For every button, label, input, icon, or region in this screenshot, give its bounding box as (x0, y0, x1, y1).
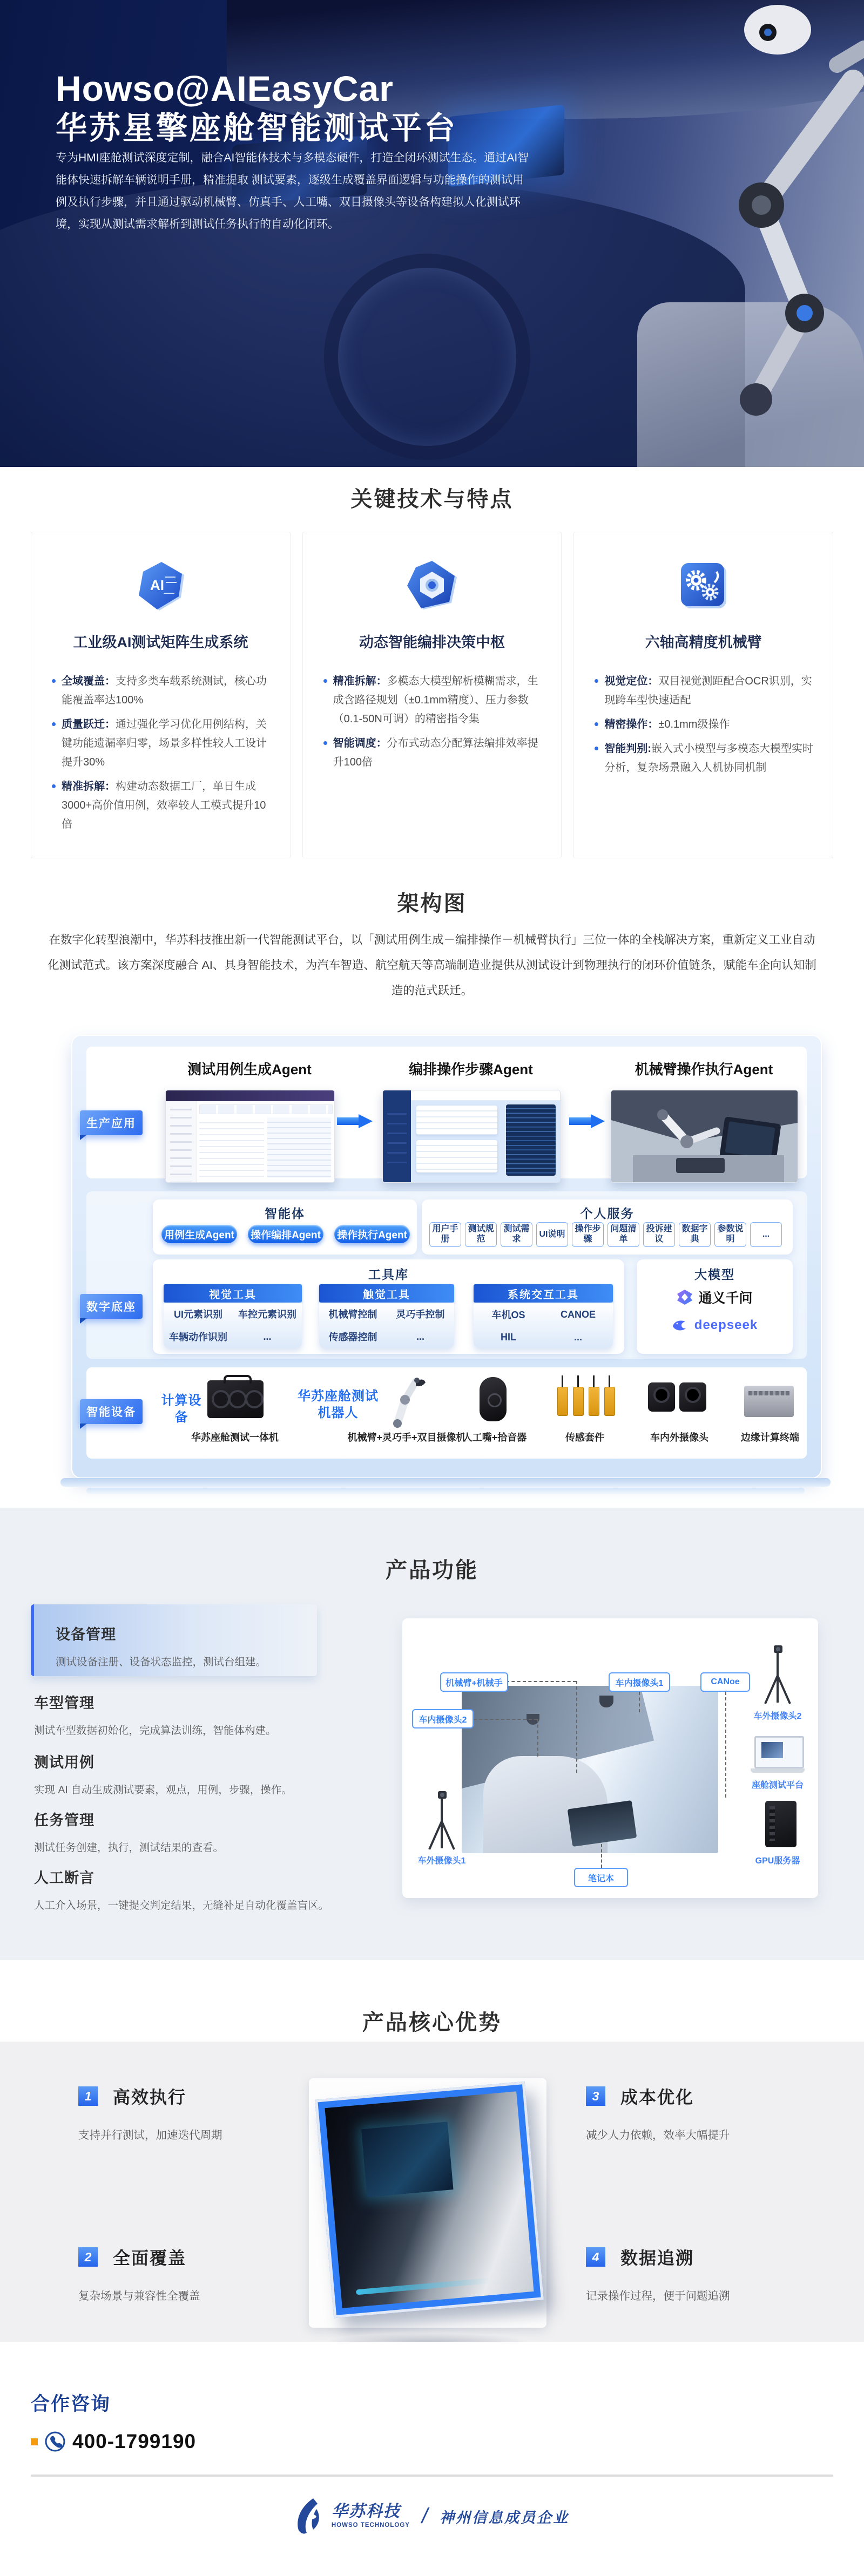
gears-square-icon (592, 557, 814, 616)
feature-bullet-list (321, 672, 543, 772)
tool-library-box (153, 1259, 624, 1354)
service-chip: 测试需求 (501, 1222, 532, 1247)
flow-arrow-icon (337, 1114, 373, 1128)
label-robot-arm-hand: 机械臂+机械手 (440, 1672, 508, 1692)
advantage-number-badge: 4 (586, 2247, 605, 2267)
bullet-label: 全域覆盖： (62, 675, 116, 687)
models-box-title: 大模型 (694, 1267, 735, 1282)
tool-group-items (474, 1303, 613, 1348)
device-setup-diagram (402, 1618, 818, 1898)
bullet-text: 双目视觉测距配合OCR识别，实现跨车型快速适配 (604, 675, 812, 706)
framed-robot-photo (315, 2082, 544, 2318)
gpu-server-icon (765, 1801, 796, 1847)
compute-device-label: 计算设备 (161, 1393, 202, 1425)
howso-logo-icon (295, 2497, 323, 2535)
function-title: 测试用例 (34, 1754, 94, 1771)
tool-item: 车辆动作识别 (169, 1332, 227, 1343)
advantage-item-3 (586, 2084, 813, 2142)
tool-item: ... (573, 1331, 582, 1343)
advantage-desc: 记录操作过程，便于问题追溯 (586, 2290, 730, 2302)
architecture-section (0, 869, 864, 1508)
sensor-kit-image (557, 1387, 615, 1416)
advantage-desc: 支持并行测试，加速迭代周期 (78, 2129, 222, 2141)
footer-logo-en: HOWSO TECHNOLOGY (331, 2522, 410, 2528)
tripod-camera-icon (759, 1644, 796, 1706)
feature-card-robot-arm (573, 532, 833, 858)
testcase-agent-screenshot (165, 1090, 335, 1183)
bullet-label: 智能调度： (333, 737, 387, 749)
bullet-dot-icon (595, 679, 598, 683)
tool-group-title: 触觉工具 (319, 1284, 454, 1303)
digital-base-row (86, 1191, 807, 1359)
function-tab-manual-assertion[interactable] (34, 1866, 336, 1912)
tool-item: 车控元素识别 (238, 1309, 296, 1320)
screenshot-detail-panel (267, 1117, 331, 1178)
service-chip: 问题清单 (608, 1222, 639, 1247)
tool-library-title: 工具库 (368, 1267, 409, 1282)
device-caption: 传感套件 (565, 1432, 604, 1443)
feature-card-title: 动态智能编排决策中枢 (359, 634, 505, 650)
diagram-base-bar (60, 1478, 831, 1487)
agent-title: 测试用例生成Agent (187, 1061, 312, 1077)
connector-line (474, 1719, 537, 1720)
functions-section (0, 1508, 864, 1960)
advantages-section (0, 2042, 864, 2342)
feature-bullet (50, 672, 272, 710)
advantage-title: 成本优化 (620, 2087, 694, 2107)
feature-bullet-list (50, 672, 272, 834)
label-cockpit-test-platform: 座舱测试平台 (751, 1781, 804, 1790)
service-chip: ... (750, 1222, 782, 1247)
screenshot-filter-chips (199, 1104, 333, 1114)
advantage-title: 高效执行 (113, 2087, 187, 2107)
nut-pentagon-icon (321, 557, 543, 616)
feature-bullet (50, 777, 272, 834)
screenshot-code-panel (506, 1104, 556, 1176)
feature-bullet (321, 734, 543, 772)
bullet-text: 构建动态数据工厂，单日生成3000+高价值用例，效率较人工模式提升10倍 (62, 781, 266, 830)
orchestration-agent-screenshot (382, 1090, 561, 1183)
service-chip: UI说明 (536, 1222, 568, 1247)
functions-section-title: 产品功能 (386, 1558, 478, 1582)
advantage-number-badge: 3 (586, 2086, 605, 2106)
agent-title: 机械臂操作执行Agent (634, 1061, 773, 1077)
agent-pill: 用例生成Agent (161, 1225, 237, 1243)
feature-bullet-list (592, 672, 814, 777)
function-title: 人工断言 (34, 1870, 94, 1886)
service-chip: 数据字典 (679, 1222, 711, 1247)
tool-item: UI元素识别 (174, 1309, 222, 1320)
phone-number: 400-1799190 (72, 2430, 197, 2452)
function-title: 设备管理 (56, 1626, 116, 1643)
features-section-title: 关键技术与特点 (350, 487, 514, 511)
hero-title-en: Howso@AIEasyCar (56, 69, 394, 109)
bullet-dot-icon (52, 722, 56, 726)
label-laptop: 笔记本 (574, 1868, 628, 1887)
camera-pair-image (648, 1382, 706, 1412)
tripod-camera-icon (423, 1790, 461, 1852)
robot-arm-illustration (583, 0, 864, 467)
hero-title-cn: 华苏星擎座舱智能测试平台 (56, 111, 458, 146)
function-tab-device-management[interactable] (31, 1604, 317, 1676)
bullet-label: 智能判别: (604, 743, 652, 755)
connector-line (506, 1681, 576, 1682)
tool-item: 灵巧手控制 (396, 1309, 445, 1320)
row-label-production: 生产应用 (80, 1110, 143, 1135)
screenshot-card (416, 1106, 497, 1135)
bullet-text: 支持多类车载系统测试，核心功能覆盖率达100% (62, 675, 267, 706)
advantage-item-2 (78, 2245, 305, 2303)
service-chip: 操作步骤 (572, 1222, 604, 1247)
phone-link[interactable] (31, 2430, 196, 2453)
cockpit-test-unit-image (207, 1373, 264, 1418)
bullet-dot-icon (52, 784, 56, 788)
function-title: 车型管理 (34, 1695, 94, 1711)
robot-arm-device-image (387, 1370, 428, 1431)
architecture-description: 在数字化转型浪潮中，华苏科技推出新一代智能测试平台，以「测试用例生成－编排操作－机械臂执行」三位一体的全栈解决方案，重新定义工业自动化测试范式。该方案深度融合 AI、具身智能技术，为汽车智造、航空航天等高端制造业提供从测试设计到物理执行的闭环价值链条，赋能车企向认知制造的范式跃迁。 (48, 933, 816, 997)
feature-bullet (592, 715, 814, 734)
advantage-title: 数据追溯 (620, 2248, 694, 2268)
label-exterior-camera-2: 车外摄像头2 (753, 1712, 802, 1721)
function-tab-task-management[interactable] (34, 1808, 336, 1854)
advantage-desc: 减少人力依赖，效率大幅提升 (586, 2129, 730, 2141)
footer-divider (31, 2475, 833, 2477)
hero-description: 专为HMI座舱测试深度定制，融合AI智能体技术与多模态硬件，打造全闭环测试生态。通过AI智能体快速拆解车辆说明手册，精准提取 测试要素，逐级生成覆盖界面逻辑与功能操作的测试用例及执行步骤，并且通过驱动机械臂、仿真手、人工嘴、双目摄像头等设备构建拟人化测试环境，实现从测试需求解析到测试任务执行的自动化闭环。 (56, 152, 529, 231)
production-apps-row (86, 1047, 807, 1178)
feature-bullet (592, 740, 814, 777)
feature-bullet (592, 672, 814, 710)
screenshot-header-bar (166, 1090, 334, 1101)
service-chip: 测试规范 (465, 1222, 497, 1247)
feature-card-orchestration (302, 532, 562, 858)
robot-device-label: 华苏座舱测试机器人 (298, 1389, 379, 1420)
screenshot-card (416, 1140, 497, 1172)
function-desc: 测试车型数据初始化，完成算法训练，智能体构建。 (34, 1725, 276, 1737)
connector-line (537, 1719, 538, 1757)
flow-arrow-icon (569, 1114, 605, 1128)
tool-group-system (474, 1284, 613, 1348)
artificial-mouth-image (480, 1377, 507, 1421)
advantage-item-1 (78, 2084, 305, 2142)
tool-group-title: 系统交互工具 (474, 1284, 613, 1303)
advantages-title-band (0, 1960, 864, 2042)
orange-bullet-icon (31, 2438, 38, 2445)
advantage-item-4 (586, 2245, 813, 2303)
feature-bullet (50, 715, 272, 772)
diagram-base-bar (86, 1488, 805, 1494)
connector-line (601, 1844, 602, 1868)
feature-card-title: 六轴高精度机械臂 (645, 634, 762, 650)
qwen-icon (677, 1289, 693, 1305)
deepseek-logo (637, 1318, 793, 1333)
edge-computing-image (744, 1386, 794, 1417)
hero-steering-wheel-art (324, 254, 530, 460)
architecture-section-title: 架构图 (397, 892, 467, 916)
connector-line (725, 1692, 726, 1798)
tool-group-title: 视觉工具 (164, 1284, 302, 1303)
bullet-dot-icon (595, 747, 598, 750)
features-section (0, 467, 864, 869)
tool-item: ... (263, 1331, 272, 1342)
agent-pill: 操作执行Agent (334, 1225, 410, 1243)
bullet-text: 分布式动态分配算法编排效率提升100倍 (333, 737, 538, 768)
tool-group-items (164, 1303, 302, 1348)
screenshot-sidebar (166, 1101, 197, 1182)
hero-section (0, 0, 864, 467)
advantage-title: 全面覆盖 (113, 2248, 187, 2268)
tool-item: 车机OS (491, 1310, 525, 1321)
screenshot-case-list (199, 1117, 264, 1178)
robot-arm-execution-photo (611, 1090, 798, 1183)
agents-box-title: 智能体 (265, 1206, 305, 1221)
architecture-diagram (71, 1035, 822, 1479)
footer-logo-block (0, 2497, 864, 2535)
function-desc: 测试设备注册、设备状态监控，测试台组建。 (56, 1656, 267, 1668)
car-interior-photo (462, 1686, 718, 1853)
agent-pill: 操作编排Agent (248, 1225, 323, 1243)
bullet-label: 视觉定位： (604, 675, 659, 687)
qwen-label: 通义千问 (698, 1291, 753, 1306)
bullet-dot-icon (52, 679, 56, 683)
feature-card-ai-matrix (31, 532, 291, 858)
bullet-dot-icon (323, 679, 327, 683)
agents-box (153, 1199, 417, 1255)
bullet-label: 精准拆解： (333, 675, 387, 687)
interior-camera-icon (599, 1696, 613, 1707)
deepseek-label: deepseek (694, 1318, 758, 1332)
personal-services-title: 个人服务 (580, 1206, 634, 1221)
models-box (637, 1259, 793, 1354)
label-canoe: CANoe (700, 1672, 750, 1692)
connector-line (639, 1692, 640, 1712)
screenshot-header-bar (411, 1090, 560, 1101)
advantages-section-title: 产品核心优势 (362, 2011, 502, 2035)
tool-group-vision (164, 1284, 302, 1348)
footer-logo-cn: 华苏科技 (331, 2503, 401, 2520)
feature-cards (31, 532, 833, 858)
tool-item: ... (416, 1331, 424, 1342)
function-desc: 测试任务创建，执行，测试结果的查看。 (34, 1842, 224, 1854)
function-tab-test-cases[interactable] (34, 1751, 336, 1797)
bullet-dot-icon (595, 722, 598, 726)
tool-item: CANOE (560, 1309, 596, 1320)
bullet-dot-icon (323, 741, 327, 745)
label-gpu-server: GPU服务器 (755, 1856, 800, 1866)
bullet-text: 嵌入式小模型与多模态大模型实时分析，复杂场景融入人机协同机制 (604, 743, 814, 774)
personal-services-items (429, 1222, 782, 1247)
ai-hexagon-icon (50, 557, 272, 616)
contact-section (0, 2342, 864, 2576)
tool-group-items (319, 1303, 454, 1348)
bullet-text: ±0.1mm级操作 (658, 718, 730, 730)
connector-line (576, 1681, 577, 1773)
agent-title: 编排操作步骤Agent (409, 1061, 533, 1077)
bullet-label: 精准拆解： (62, 781, 116, 792)
qwen-logo (637, 1287, 793, 1307)
label-interior-camera-2: 车内摄像头2 (412, 1709, 474, 1728)
platform-laptop-icon (754, 1736, 805, 1773)
bullet-label: 质量跃迁： (62, 718, 116, 730)
device-caption: 车内外摄像头 (650, 1432, 708, 1443)
row-label-smart-devices: 智能设备 (80, 1399, 143, 1424)
function-title: 任务管理 (34, 1812, 94, 1828)
device-caption: 华苏座舱测试一体机 (191, 1432, 279, 1443)
function-tab-vehicle-management[interactable] (34, 1691, 336, 1737)
service-chip: 用户手册 (429, 1222, 461, 1247)
svg-text:AI: AI (150, 577, 165, 593)
smart-devices-row (86, 1367, 807, 1459)
tool-item: 机械臂控制 (328, 1309, 377, 1320)
advantage-number-badge: 2 (78, 2247, 98, 2267)
bullet-text: 多模态大模型解析模糊需求，生成含路径规划（±0.1mm精度）、压力参数（0.1-50N可调）的精密指令集 (333, 675, 538, 725)
row-label-digital-base: 数字底座 (80, 1294, 143, 1319)
footer-affiliation: 神州信息成员企业 (440, 2509, 570, 2526)
service-chip: 参数说明 (714, 1222, 746, 1247)
screenshot-sidebar (383, 1090, 411, 1182)
label-exterior-camera-1: 车外摄像头1 (417, 1856, 466, 1866)
tool-item: 传感器控制 (328, 1332, 377, 1343)
footer-slash: / (421, 2504, 428, 2528)
feature-bullet (321, 672, 543, 729)
tool-item: HIL (501, 1331, 516, 1343)
device-caption: 机械臂+灵巧手+双目摄像机 (347, 1432, 466, 1443)
feature-card-title: 工业级AI测试矩阵生成系统 (73, 634, 248, 650)
service-chip: 投诉建议 (643, 1222, 675, 1247)
personal-services-box (422, 1199, 793, 1255)
advantage-desc: 复杂场景与兼容性全覆盖 (78, 2290, 200, 2302)
footer-logo-text (332, 2504, 410, 2528)
function-desc: 人工介入场景，一键提交判定结果，无缝补足自动化覆盖盲区。 (34, 1900, 329, 1911)
device-caption: 边缘计算终端 (741, 1432, 799, 1443)
bullet-text: 通过强化学习优化用例结构，关键功能遗漏率归零，场景多样性较人工设计提升30% (62, 718, 267, 768)
advantages-center-image (309, 2078, 546, 2328)
bullet-label: 精密操作： (604, 718, 659, 730)
device-caption: 人工嘴+拾音器 (462, 1432, 527, 1443)
advantage-number-badge: 1 (78, 2086, 98, 2106)
phone-icon (44, 2431, 66, 2452)
deepseek-icon (672, 1319, 689, 1332)
label-interior-camera-1: 车内摄像头1 (609, 1672, 670, 1692)
contact-title: 合作咨询 (31, 2394, 111, 2415)
function-desc: 实现 AI 自动生成测试要素，观点，用例，步骤，操作。 (34, 1784, 292, 1796)
tool-group-tactile (319, 1284, 454, 1348)
